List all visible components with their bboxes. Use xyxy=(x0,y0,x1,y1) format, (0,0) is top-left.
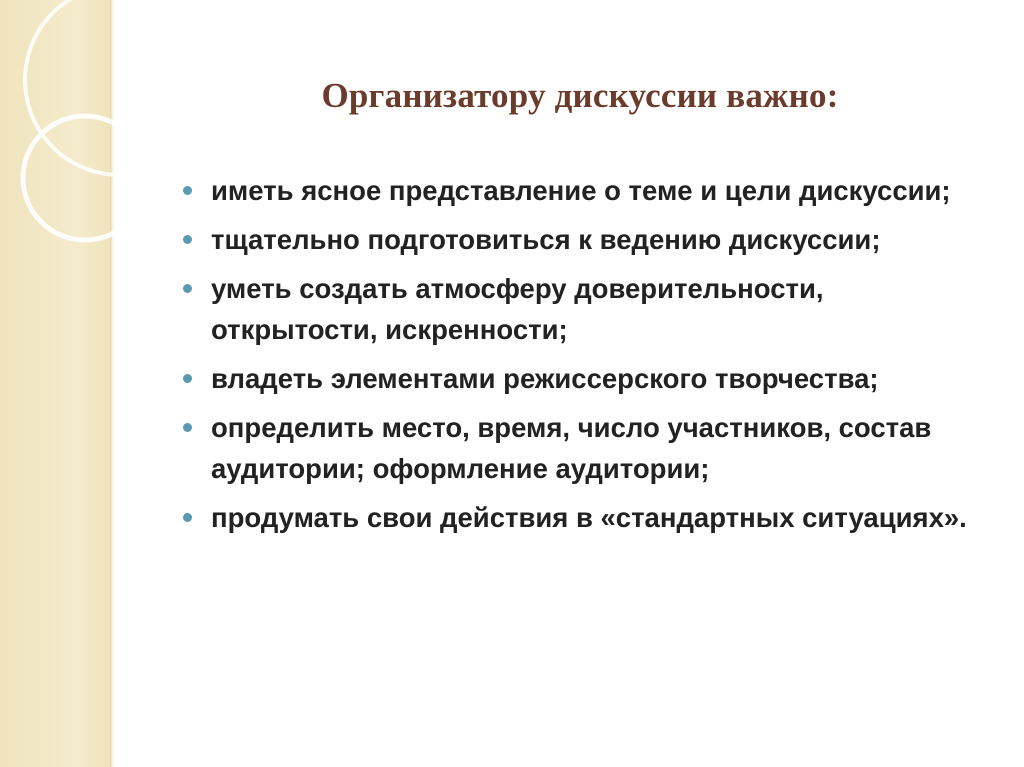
bullet-text: определить место, время, число участников, состав аудитории; оформление аудитории; xyxy=(211,412,932,484)
bullet-dot-icon xyxy=(183,374,192,383)
bullet-dot-icon xyxy=(183,423,192,432)
bullet-text: продумать свои действия в «стандартных ситуациях». xyxy=(211,502,967,533)
list-item xyxy=(182,497,982,538)
list-item xyxy=(182,358,982,399)
bullet-dot-icon xyxy=(183,186,192,195)
bullet-text: тщательно подготовиться к ведению дискуссии; xyxy=(211,224,881,255)
bullet-text: владеть элементами режиссерского творчества; xyxy=(211,363,879,394)
bullet-dot-icon xyxy=(183,513,192,522)
bullet-text: иметь ясное представление о теме и цели дискуссии; xyxy=(211,175,951,206)
list-item xyxy=(182,170,982,211)
slide-title: Организатору дискуссии важно: xyxy=(321,76,839,115)
bullet-dot-icon xyxy=(183,284,192,293)
list-item xyxy=(182,219,982,260)
small-circle-outline xyxy=(23,116,147,240)
bullet-list xyxy=(182,170,982,546)
bullet-text: уметь создать атмосферу доверительности, открытости, искренности; xyxy=(211,273,824,345)
decorative-circles xyxy=(0,0,160,260)
bullet-dot-icon xyxy=(183,235,192,244)
list-item xyxy=(182,268,982,350)
list-item xyxy=(182,407,982,489)
